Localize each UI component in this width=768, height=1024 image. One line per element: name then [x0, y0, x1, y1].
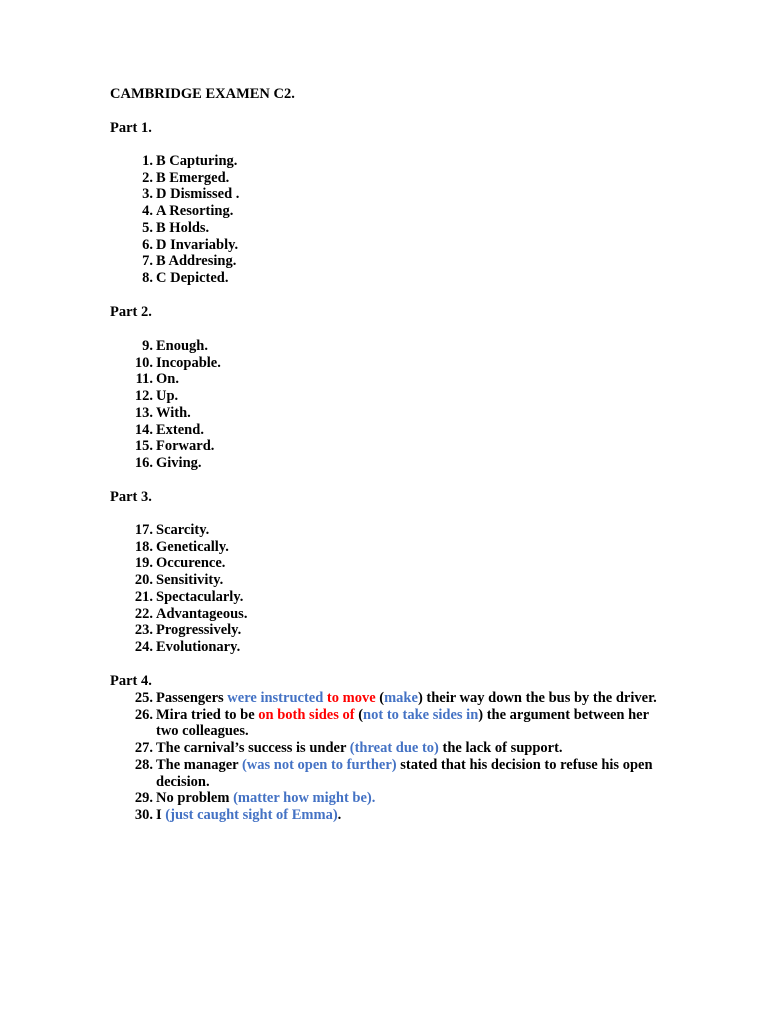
answer-number: 3.: [142, 186, 153, 203]
answer-text: (: [354, 706, 364, 723]
part-1-heading: Part 1.: [110, 120, 152, 136]
answer-item: [110, 455, 670, 472]
answer-text: Scarcity.: [156, 522, 210, 538]
answer-number: 10.: [134, 354, 153, 371]
answer-number: 14.: [134, 421, 153, 438]
answer-text: On.: [156, 371, 179, 388]
answer-item: [110, 606, 670, 623]
answer-text: ) the argument between her two colleagues.: [156, 706, 649, 740]
answer-number: 8.: [142, 269, 153, 286]
part-2-answer-list: [110, 338, 670, 472]
answer-highlight-blue: make: [384, 690, 418, 706]
answer-text: B Holds.: [156, 219, 210, 236]
answer-item: [110, 237, 670, 254]
answer-highlight-blue: (was not open to further): [241, 756, 397, 773]
answer-number: 15.: [134, 438, 153, 455]
answer-item: [110, 639, 670, 656]
answer-number: 20.: [134, 572, 153, 589]
answer-number: 24.: [134, 638, 153, 655]
answer-number: 12.: [134, 388, 153, 405]
answer-text: Evolutionary.: [156, 638, 241, 655]
answer-text: Occurence.: [156, 555, 226, 572]
part-2-heading: Part 2.: [110, 304, 152, 320]
answer-text: B Emerged.: [156, 169, 230, 186]
answer-text: Spectacularly.: [156, 588, 244, 605]
answer-number: 18.: [134, 538, 153, 555]
answer-number: 19.: [134, 555, 153, 572]
answer-number: 21.: [134, 588, 153, 605]
answer-item: [110, 186, 670, 203]
answer-highlight-blue: (just caught sight of Emma): [165, 806, 338, 823]
answer-text: ) their way down the bus by the driver.: [417, 690, 657, 706]
answer-item: [110, 153, 670, 170]
answer-item: [110, 690, 670, 707]
answer-text: D Invariably.: [156, 236, 239, 253]
answer-item: [110, 170, 670, 187]
answer-text: The carnival’s success is under: [156, 740, 350, 757]
answer-number: 13.: [134, 404, 153, 421]
answer-item: [110, 338, 670, 355]
answer-number: 16.: [134, 454, 153, 471]
answer-number: 27.: [134, 740, 153, 757]
answer-item: [110, 270, 670, 287]
answer-item: [110, 622, 670, 639]
answer-text: B Capturing.: [156, 153, 238, 169]
answer-item: [110, 807, 670, 824]
answer-number: 5.: [142, 219, 153, 236]
answer-item: [110, 220, 670, 237]
answer-item: [110, 388, 670, 405]
answer-item: [110, 539, 670, 556]
answer-number: 22.: [134, 605, 153, 622]
answer-item: [110, 757, 670, 790]
answer-text: Advantageous.: [156, 605, 248, 622]
answer-text: Genetically.: [156, 538, 229, 555]
answer-highlight-blue: (matter how might be).: [233, 790, 376, 807]
answer-item: [110, 405, 670, 422]
answer-number: 11.: [135, 371, 153, 388]
part-3-answer-list: [110, 522, 670, 656]
answer-number: 6.: [142, 236, 153, 253]
answer-item: [110, 522, 670, 539]
answer-highlight-blue: (threat due to): [349, 740, 439, 757]
answer-number: 28.: [134, 756, 153, 773]
answer-text: Enough.: [156, 338, 208, 354]
document-title: CAMBRIDGE EXAMEN C2.: [110, 86, 295, 102]
part-1-answer-list: [110, 153, 670, 287]
answer-text: stated that his decision to refuse his open decision.: [156, 756, 653, 790]
answer-text: A Resorting.: [156, 203, 234, 220]
answer-item: [110, 203, 670, 220]
answer-highlight-red: to move: [326, 690, 376, 706]
answer-text: Sensitivity.: [156, 572, 224, 589]
answer-item: [110, 740, 670, 757]
answer-item: [110, 555, 670, 572]
answer-text: Extend.: [156, 421, 204, 438]
answer-text: (: [375, 690, 385, 706]
answer-item: [110, 422, 670, 439]
answer-item: [110, 438, 670, 455]
answer-text: C Depicted.: [156, 269, 229, 286]
answer-number: 30.: [134, 806, 153, 823]
answer-number: 4.: [142, 203, 153, 220]
answer-item: [110, 371, 670, 388]
answer-item: [110, 707, 670, 740]
answer-highlight-red: on both sides of: [258, 706, 355, 723]
answer-text: B Addresing.: [156, 253, 237, 270]
answer-text: the lack of support.: [438, 740, 563, 757]
answer-number: 7.: [142, 253, 153, 270]
answer-highlight-blue: were instructed: [227, 690, 324, 706]
answer-number: 17.: [134, 522, 153, 538]
answer-text: Passengers: [156, 690, 228, 706]
part-3-heading: Part 3.: [110, 489, 152, 505]
answer-highlight-blue: not to take sides in: [363, 706, 479, 723]
answer-text: D Dismissed .: [156, 186, 240, 203]
answer-item: [110, 589, 670, 606]
answer-number: 1.: [142, 153, 153, 169]
answer-number: 2.: [142, 169, 153, 186]
answer-text: With.: [156, 404, 191, 421]
answer-text: Forward.: [156, 438, 215, 455]
answer-number: 23.: [134, 622, 153, 639]
answer-item: [110, 572, 670, 589]
answer-text: Up.: [156, 388, 179, 405]
answer-number: 29.: [134, 790, 153, 807]
answer-text: The manager: [156, 756, 242, 773]
answer-text: I: [156, 806, 166, 823]
answer-item: [110, 790, 670, 807]
part-4-answer-list: [110, 690, 670, 824]
answer-number: 25.: [134, 690, 153, 706]
answer-text: Mira tried to be: [156, 706, 259, 723]
answer-text: Progressively.: [156, 622, 242, 639]
answer-text: Giving.: [156, 454, 202, 471]
answer-number: 9.: [142, 338, 153, 354]
answer-text: Incopable.: [156, 354, 221, 371]
answer-text: No problem: [156, 790, 234, 807]
answer-number: 26.: [134, 706, 153, 723]
part-4-heading: Part 4.: [110, 673, 152, 689]
answer-text: .: [337, 806, 342, 823]
answer-item: [110, 355, 670, 372]
answer-item: [110, 253, 670, 270]
